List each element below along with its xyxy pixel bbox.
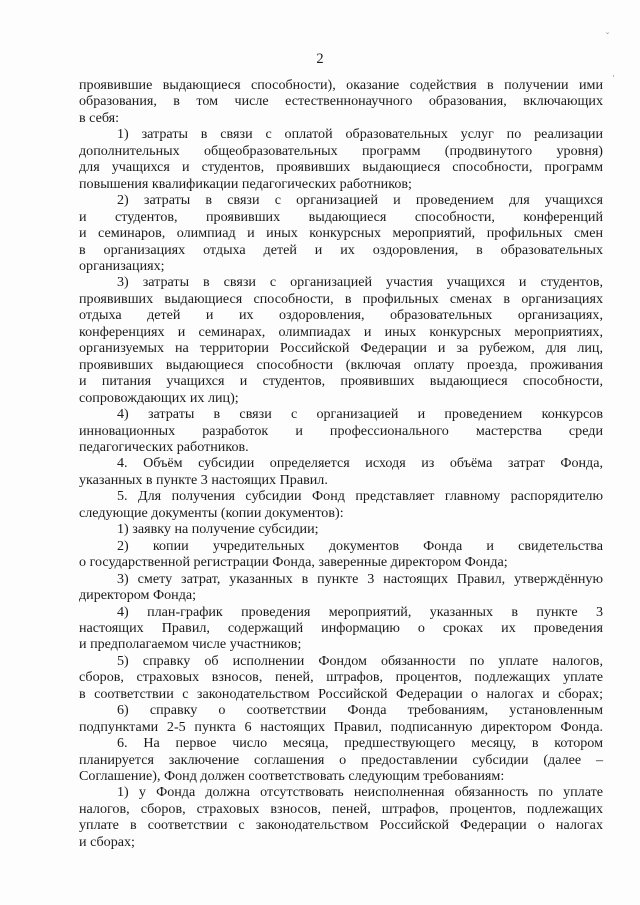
text-line: организациях; [79,257,165,274]
scan-mark: ˘ [606,31,609,41]
text-line: 4. Объём субсидии определяется исходя из объёма затрат Фонда, [117,455,603,472]
text-line: отдыха детей и их оздоровления, образовательных организациях, [79,307,603,324]
text-line: директором Фонда; [79,587,197,604]
text-line: 1) заявку на получение субсидии; [117,521,319,538]
text-line: 6. На первое число месяца, предшествующего месяцу, в котором [117,735,603,752]
text-line: 6) справку о соответствии Фонда требованиям, установленным [117,702,603,719]
text-line: 3) затраты в связи с организацией участия учащихся и студентов, [117,274,603,291]
text-line: и семинаров, олимпиад и иных конкурсных мероприятий, профильных смен [79,225,603,242]
text-line: конференциях и семинарах, олимпиадах и иных конкурсных мероприятиях, [79,323,603,340]
text-line: 4) план-график проведения мероприятий, указанных в пункте 3 [117,603,603,620]
text-line: сопровождающих их лиц); [79,389,239,406]
text-line: и питания учащихся и студентов, проявивших выдающиеся способности, [79,373,603,390]
text-line: для учащихся и студентов, проявивших выдающиеся способности, программ [79,159,603,176]
text-line: проявивших выдающиеся способности, в профильных сменах в организациях [79,290,603,307]
text-line: 1) затраты в связи с оплатой образовательных услуг по реализации [117,126,603,143]
text-line: следующие документы (копии документов): [79,504,344,521]
text-line: в соответствии с законодательством Российской Федерации о налогах и сборах; [79,685,603,702]
text-line: налогов, сборов, страховых взносов, пеней, штрафов, процентов, подлежащих [79,800,603,817]
text-line: подпунктами 2-5 пункта 6 настоящих Правил, подписанную директором Фонда. [79,718,603,735]
text-line: и сборах; [79,833,135,850]
text-line: образования, в том числе естественнонаучного образования, включающих [79,93,603,110]
text-line: 2) копии учредительных документов Фонда и свидетельства [117,537,603,554]
page-number: 2 [316,51,324,67]
text-line: 2) затраты в связи с организацией и проведением для учащихся [117,192,603,209]
text-line: организуемых на территории Российской Федерации и за рубежом, для лиц, [79,340,603,357]
text-line: 1) у Фонда должна отсутствовать неисполненная обязанность по уплате [117,784,603,801]
text-line: сборов, страховых взносов, пеней, штрафов, процентов, подлежащих уплате [79,669,603,686]
text-line: Соглашение), Фонд должен соответствовать следующим требованиям: [79,768,505,785]
text-line: проявившие выдающиеся способности), оказание содействия в получении ими [79,77,603,93]
text-line: проявивших выдающиеся способности (включая оплату проезда, проживания [79,356,603,373]
text-line: планируется заключение соглашения о предоставлении субсидии (далее – [79,751,603,768]
text-line: указанных в пункте 3 настоящих Правил. [79,471,328,488]
text-line: и предполагаемом числе участников; [79,636,302,653]
text-line: в организациях отдыха детей и их оздоровления, в образовательных [79,241,603,258]
text-line: 4) затраты в связи с организацией и проведением конкурсов [117,406,603,423]
document-body [79,77,603,850]
text-line: и студентов, проявивших выдающиеся способности, конференций [79,208,603,225]
text-line: дополнительных общеобразовательных программ (продвинутого уровня) [79,142,603,159]
text-line: повышения квалификации педагогических работников; [79,175,412,192]
text-line: инновационных разработок и профессионального мастерства среди [79,422,603,439]
text-line: настоящих Правил, содержащий информацию о сроках их проведения [79,619,603,636]
text-line: 3) смету затрат, указанных в пункте 3 настоящих Правил, утверждённую [117,570,603,587]
text-line: 5) справку об исполнении Фондом обязанности по уплате налогов, [117,652,603,669]
text-line: 5. Для получения субсидии Фонд представляет главному распорядителю [117,488,603,505]
text-line: в себя: [79,109,120,126]
text-line: о государственной регистрации Фонда, заверенные директором Фонда; [79,554,508,571]
text-line: педагогических работников. [79,438,249,455]
text-line: уплате в соответствии с законодательством Российской Федерации о налогах [79,817,603,834]
scan-mark: · [612,71,615,81]
